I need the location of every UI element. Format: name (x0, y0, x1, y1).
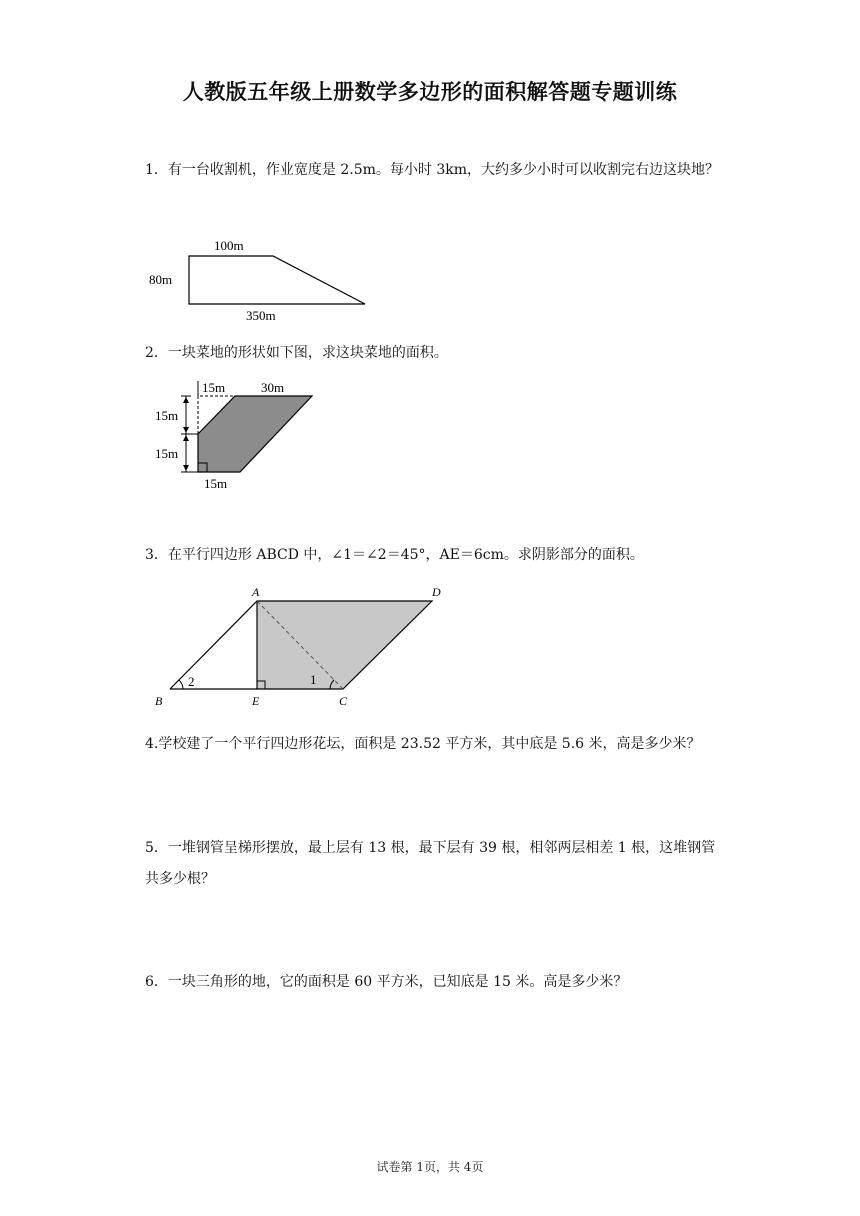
question-number: 3． (145, 547, 168, 563)
question-number: 2． (145, 345, 168, 361)
top-right-label: 30m (261, 380, 285, 395)
side-upper-label: 15m (155, 408, 179, 423)
question-2 (145, 338, 725, 369)
vertex-e-label: E (252, 694, 260, 708)
question-number: 1． (145, 162, 168, 178)
side-lower-label: 15m (155, 446, 179, 461)
page-footer: 试卷第 1页，共 4页 (376, 1160, 484, 1174)
vertex-b-label: B (155, 694, 163, 708)
height-label: 80m (149, 272, 173, 287)
question-number: 6． (145, 974, 168, 990)
question-text: 在平行四边形 ABCD 中，∠1＝∠2＝45°，AE＝6cm。求阴影部分的面积。 (167, 547, 644, 563)
question-text: 学校建了一个平行四边形花坛，面积是 23.52 平方米，其中底是 5.6 米，高是多少米？ (158, 736, 701, 752)
question-text: 有一台收割机，作业宽度是 2.5m。每小时 3km，大约多少小时可以收割完右边这块地？ (167, 162, 720, 178)
parallelogram-figure (150, 580, 450, 712)
top-left-label: 15m (202, 380, 226, 395)
page-title: 人教版五年级上册数学多边形的面积解答题专题训练 (182, 80, 678, 104)
question-6 (145, 967, 725, 998)
vertex-c-label: C (339, 694, 348, 708)
question-text: 一块菜地的形状如下图，求这块菜地的面积。 (167, 345, 448, 361)
bottom-length-label: 350m (246, 308, 276, 323)
question-3 (145, 540, 725, 571)
question-5 (145, 833, 725, 895)
question-4 (145, 729, 725, 760)
angle-1-label: 1 (310, 672, 317, 687)
bottom-label: 15m (204, 476, 228, 491)
question-number: 4. (145, 736, 159, 752)
shaded-field-figure (150, 374, 320, 494)
vertex-a-label: A (252, 585, 260, 599)
question-1 (145, 155, 725, 186)
question-number: 5． (145, 840, 168, 856)
angle-2-label: 2 (188, 674, 195, 689)
question-text: 一块三角形的地，它的面积是 60 平方米，已知底是 15 米。高是多少米？ (167, 974, 628, 990)
trapezoid-figure (140, 232, 380, 324)
question-text: 一堆钢管呈梯形摆放，最上层有 13 根，最下层有 39 根，相邻两层相差 1 根，这堆钢管共多少根？ (145, 840, 716, 887)
top-length-label: 100m (214, 238, 244, 253)
vertex-d-label: D (432, 585, 441, 599)
